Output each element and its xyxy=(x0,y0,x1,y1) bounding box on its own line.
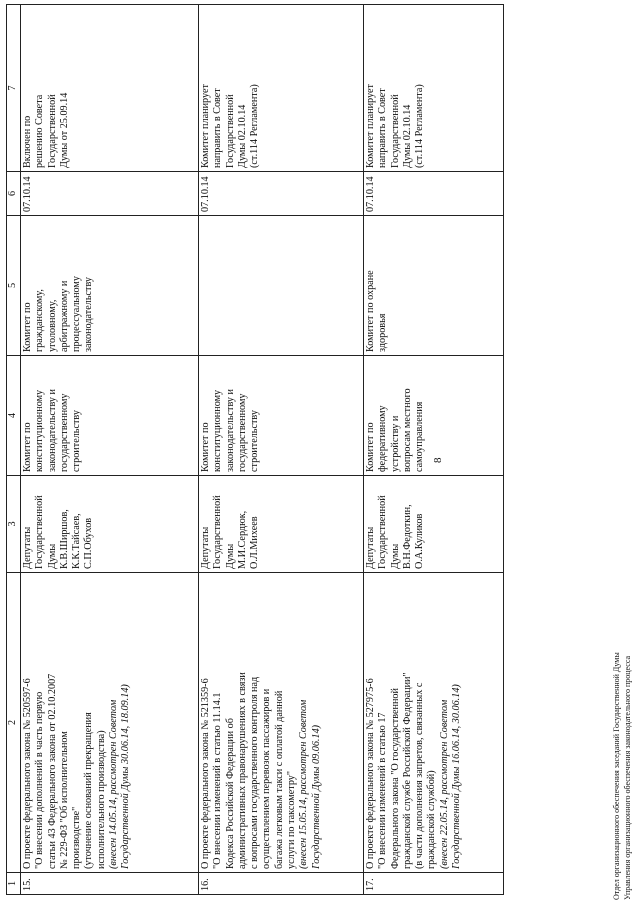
row-number: 17. xyxy=(364,873,504,895)
committee-cell: Комитет по конституционному законодательству и государственному строительству xyxy=(21,356,199,476)
co-committee-cell: Комитет по охране здоровья xyxy=(364,216,504,356)
bill-cell xyxy=(199,573,364,873)
co-committee-cell xyxy=(199,216,364,356)
page-number: 8 xyxy=(432,457,444,463)
column-header: 6 xyxy=(7,172,21,216)
column-header: 7 xyxy=(7,5,21,172)
column-header: 1 xyxy=(7,873,21,895)
column-header: 3 xyxy=(7,476,21,573)
row-number: 15. xyxy=(21,873,199,895)
committee-cell: Комитет по федеративному устройству и вопросам местного самоуправления xyxy=(364,356,504,476)
bill-cell xyxy=(364,573,504,873)
date-cell: 07.10.14 xyxy=(364,172,504,216)
column-header: 5 xyxy=(7,216,21,356)
bill-title: О проекте федерального закона № 527975-6 "О внесении изменений в статью 17 Федерального закона "О государственной гражданской службе Российской Федерации" (в части дополнения запретов, связанных с гражданской службой) xyxy=(365,672,438,869)
bill-title: О проекте федерального закона № 520597-6 "О внесении дополнений в часть первую статьи 43 Федерального закона от 02.10.2007 № 229-ФЗ "Об исполнительном производстве" (уточнение оснований прекращения исполнительного производства) xyxy=(22,673,107,869)
authors-cell: Депутаты Государственной Думы К.В.Ширшов, К.К.Тайсаев, С.П.Обухов xyxy=(21,476,199,573)
committee-cell: Комитет по конституционному законодательству и государственному строительству xyxy=(199,356,364,476)
bill-note: (внесен 14.05.14, рассмотрен Советом Государственной Думы 30.06.14, 18.09.14) xyxy=(108,684,132,869)
bill-note: (внесен 22.05.14, рассмотрен Советом Государственной Думы 16.06.14, 30.06.14) xyxy=(438,684,463,869)
decision-cell: Комитет планирует направить в Совет Государственной Думы 02.10.14 (ст.114 Регламента) xyxy=(199,5,364,172)
date-cell: 07.10.14 xyxy=(199,172,364,216)
co-committee-cell: Комитет по гражданскому, уголовному, арбитражному и процессуальному законодательству xyxy=(21,216,199,356)
bill-title: О проекте федерального закона № 521359-6 "О внесении изменений в статью 11.14.1 Кодекса Российской Федерации об административных правонарушениях в связи с вопросами государственного контроля над осуществлением перевозок пассажиров и багажа легковым такси с оплатой данной услуги по таксометру" xyxy=(200,672,298,869)
bills-table xyxy=(6,4,504,895)
table-header-row xyxy=(7,5,21,895)
decision-cell: Включен по решению Совета Государственной Думы от 25.09.14 xyxy=(21,5,199,172)
column-header: 2 xyxy=(7,573,21,873)
table-row xyxy=(21,5,199,895)
row-number: 16. xyxy=(199,873,364,895)
column-header: 4 xyxy=(7,356,21,476)
date-cell: 07.10.14 xyxy=(21,172,199,216)
bill-note: (внесен 15.05.14, рассмотрен Советом Государственной Думы 09.06.14) xyxy=(298,699,322,869)
authors-cell: Депутаты Государственной Думы М.И.Сердюк, О.Л.Михеев xyxy=(199,476,364,573)
decision-cell: Комитет планирует направить в Совет Государственной Думы 02.10.14 (ст.114 Регламента) xyxy=(364,5,504,172)
bill-cell xyxy=(21,573,199,873)
footer-directorate: Управления организационного обеспечения законодательного процесса xyxy=(623,655,632,900)
authors-cell: Депутаты Государственной Думы В.Н.Федоткин, О.А.Куликов xyxy=(364,476,504,573)
table-row xyxy=(199,5,364,895)
table-row xyxy=(364,5,504,895)
footer-department: Отдел организационного обеспечения заседаний Государственной Думы xyxy=(612,652,621,900)
